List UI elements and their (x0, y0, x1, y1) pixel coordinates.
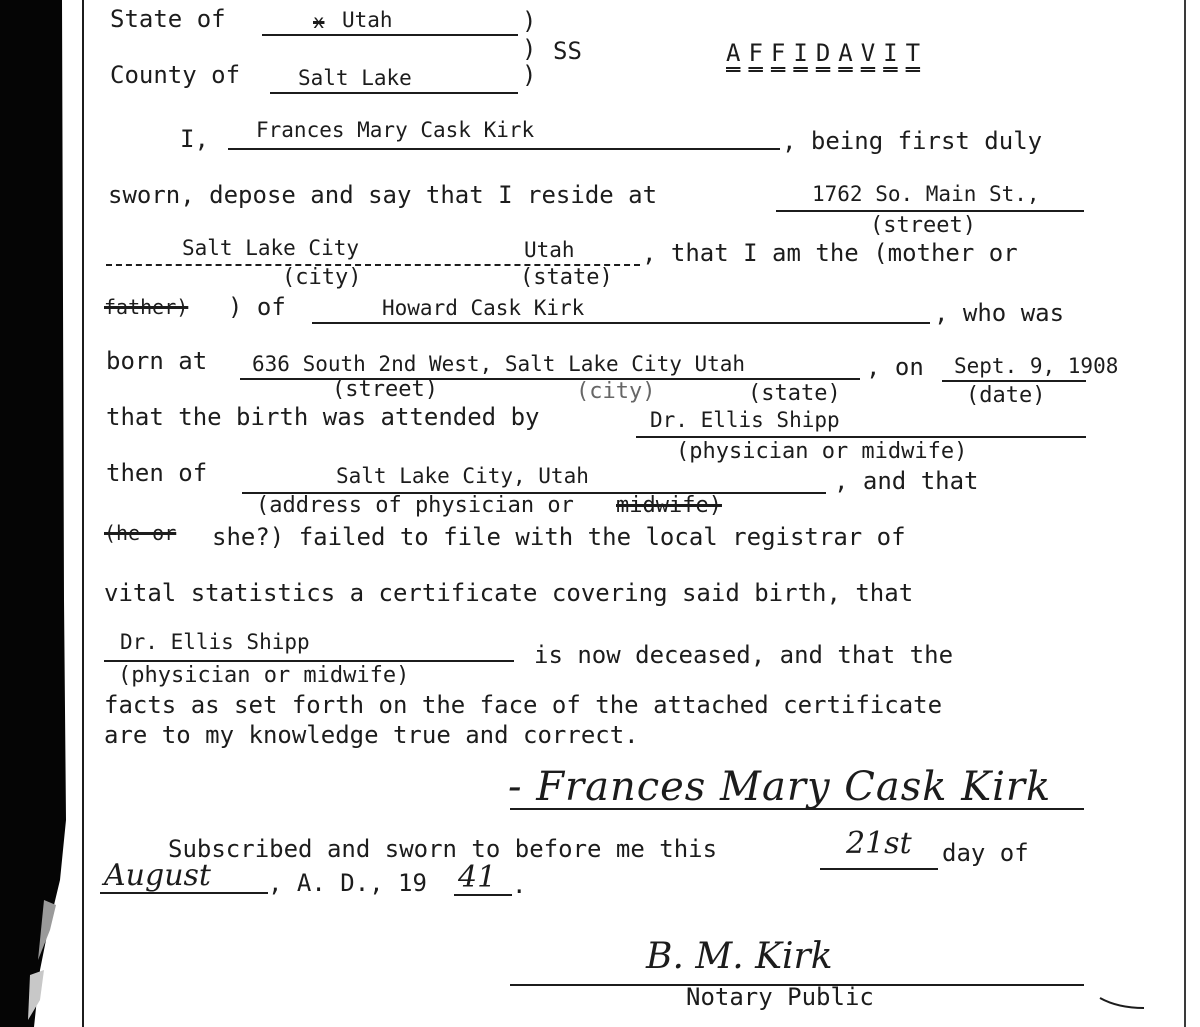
jurat-month: August (104, 858, 211, 893)
notary-signature: B. M. Kirk (646, 936, 833, 977)
caption-birth-street: (street) (332, 377, 438, 402)
caption-street: (street) (870, 213, 976, 238)
jurat-year-rule (454, 894, 512, 896)
title-letter: F (770, 39, 786, 67)
attendant-rule (636, 436, 1086, 438)
county-label: County of (110, 61, 241, 89)
line4-end: , who was (934, 299, 1065, 327)
attendant-address: Salt Lake City, Utah (336, 464, 589, 488)
residence-street-rule (776, 210, 1084, 212)
affiant-name-rule (228, 148, 780, 150)
title-letter: A (726, 39, 741, 67)
state-struck-mark: x (313, 11, 325, 33)
line4-of: ) of (228, 293, 286, 321)
county-value: Salt Lake (298, 66, 412, 90)
residence-street: 1762 So. Main St., (812, 182, 1040, 206)
caption-physician: (physician or midwife) (676, 439, 968, 464)
bracket-top: ) (522, 7, 537, 35)
child-name-rule (312, 322, 930, 324)
birth-place: 636 South 2nd West, Salt Lake City Utah (252, 352, 746, 376)
county-rule (270, 92, 518, 94)
title-letter: I (793, 39, 808, 67)
jurat-period: . (512, 871, 527, 899)
title-letter: F (748, 39, 763, 67)
title-letter: V (860, 39, 876, 67)
state-label: State of (110, 5, 226, 33)
line3-end: , that I am the (mother or (642, 239, 1018, 267)
caption-city: (city) (282, 265, 362, 290)
line9-text: vital statistics a certificate covering said birth, that (104, 579, 914, 607)
jurat-ad: , A. D., 19 (268, 869, 427, 897)
left-margin-rule (82, 0, 84, 1027)
bracket-middle: ) (522, 35, 537, 63)
caption-state: (state) (520, 265, 613, 290)
line1-end: , being first duly (782, 127, 1043, 155)
deceased-person: Dr. Ellis Shipp (120, 630, 310, 654)
caption-date: (date) (966, 383, 1046, 408)
caption-address-struck: midwife) (616, 493, 722, 518)
born-at-label: born at (106, 347, 208, 375)
title-letter: D (815, 39, 831, 67)
struck-parent: father) (104, 295, 189, 319)
and-that: , and that (834, 467, 979, 495)
deceased-person-rule (104, 660, 514, 662)
caption-birth-state: (state) (748, 381, 841, 406)
title-letter: T (905, 39, 921, 67)
title-letter: I (883, 39, 898, 67)
jurat-day-rule (820, 868, 938, 870)
jurat-line1-prefix: Subscribed and sworn to before me this (168, 835, 718, 863)
child-name: Howard Cask Kirk (382, 296, 585, 320)
state-rule (262, 34, 518, 36)
scan-edge (0, 0, 90, 1027)
then-of-label: then of (106, 459, 208, 487)
line2-text: sworn, depose and say that I reside at (108, 181, 658, 209)
bracket-bottom: ) (522, 61, 537, 89)
on-label: , on (866, 353, 924, 381)
residence-city: Salt Lake City (182, 236, 360, 260)
line10-rest: is now deceased, and that the (534, 641, 954, 669)
jurat-year: 41 (458, 860, 497, 895)
attendant: Dr. Ellis Shipp (650, 408, 840, 432)
scan-mark (1098, 990, 1148, 1014)
state-value: Utah (342, 8, 393, 32)
caption-birth-city: (city) (576, 379, 656, 404)
affiant-name: Frances Mary Cask Kirk (256, 118, 535, 142)
jurat-day: 21st (846, 826, 912, 861)
notary-label: Notary Public (686, 983, 874, 1011)
jurat-month-rule (100, 892, 268, 894)
line8-rest: she?) failed to file with the local registrar of (212, 523, 906, 551)
affiant-signature: - Frances Mary Cask Kirk (508, 764, 1052, 810)
title-letter: A (838, 39, 853, 67)
birth-date-rule (942, 380, 1086, 382)
birth-date: Sept. 9, 1908 (954, 354, 1119, 378)
jurat-line1-suffix: day of (942, 839, 1029, 867)
attended-label: that the birth was attended by (106, 403, 540, 431)
line11-text: facts as set forth on the face of the attached certificate (104, 691, 943, 719)
ss-label: SS (553, 37, 582, 65)
affidavit-title (726, 40, 928, 66)
caption-physician-2: (physician or midwife) (118, 663, 410, 688)
caption-address-prefix: (address of physician or (256, 493, 574, 518)
residence-state: Utah (524, 238, 575, 262)
affiant-signature-rule (510, 808, 1084, 810)
i-label: I, (180, 125, 209, 153)
right-margin-rule (1184, 0, 1186, 1027)
struck-pronoun: (he or (104, 521, 177, 545)
line12-text: are to my knowledge true and correct. (104, 721, 639, 749)
